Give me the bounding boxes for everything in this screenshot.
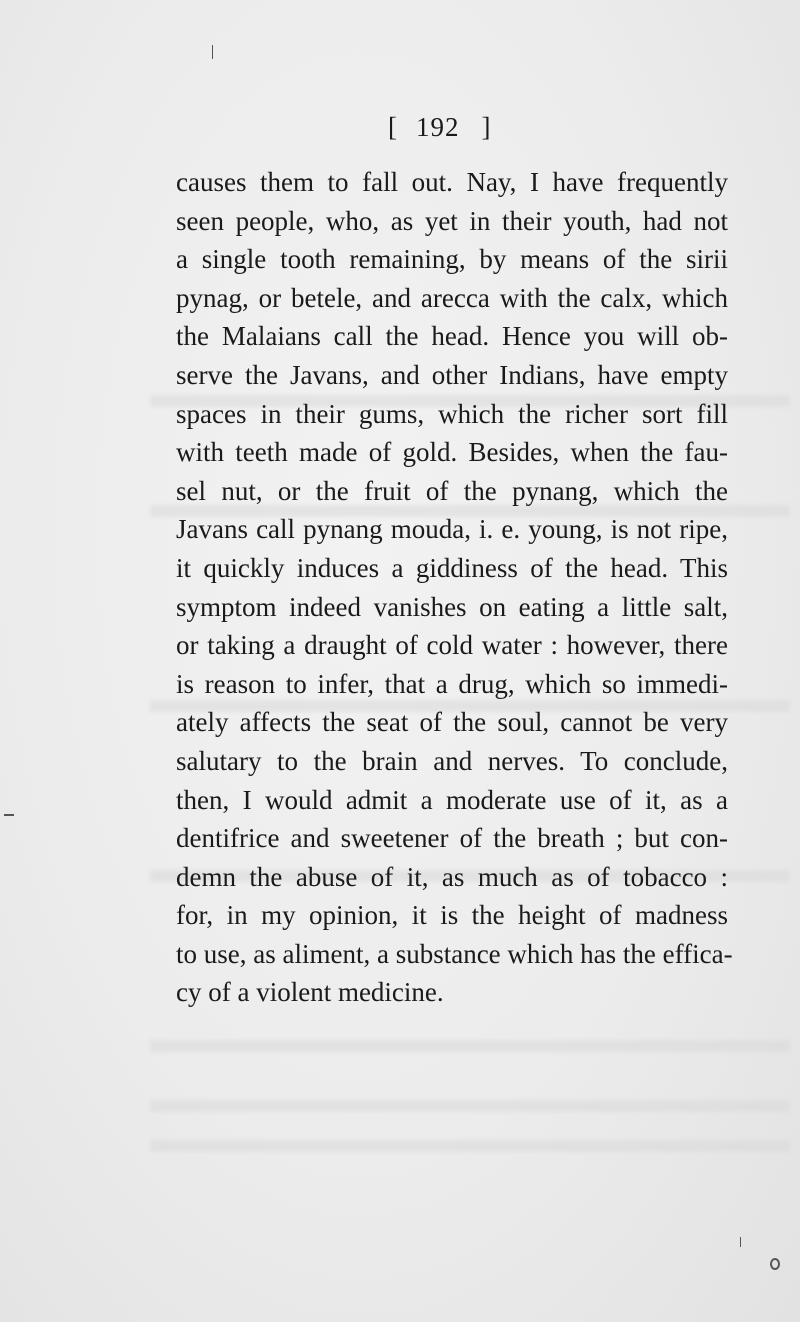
text-line: serve the Javans, and other Indians, have empty: [176, 359, 728, 390]
show-through: [150, 1040, 790, 1052]
text-line: demn the abuse of it, as much as of tobacco :: [176, 861, 728, 892]
page-header: [388, 112, 492, 143]
header-left-bracket: [: [388, 112, 398, 142]
text-line: or taking a draught of cold water : however, there: [176, 630, 728, 661]
text-line: salutary to the brain and nerves. To conclude,: [176, 745, 728, 776]
text-line: causes them to fall out. Nay, I have frequently: [176, 167, 728, 197]
text-line: it quickly induces a giddiness of the head. This: [176, 552, 728, 583]
text-line: to use, as aliment, a substance which has the effica-: [176, 938, 733, 969]
text-line: dentifrice and sweetener of the breath ; but con-: [176, 823, 728, 854]
body-text: [176, 163, 733, 1012]
text-line: seen people, who, as yet in their youth, had not: [176, 205, 728, 236]
text-line: spaces in their gums, which the richer sort fill: [176, 398, 728, 429]
paper-speck: [212, 45, 213, 59]
paper-speck: [4, 814, 14, 816]
paper-blemish: [770, 1258, 780, 1270]
header-right-bracket: ]: [481, 112, 492, 142]
text-line: a single tooth remaining, by means of the sirii: [176, 244, 728, 275]
text-line: is reason to infer, that a drug, which so immedi-: [176, 668, 728, 699]
text-line: cy of a violent medicine.: [176, 977, 444, 1008]
text-line: with teeth made of gold. Besides, when the fau-: [176, 437, 728, 468]
text-line: Javans call pynang mouda, i. e. young, is not ripe,: [176, 514, 728, 545]
text-line: then, I would admit a moderate use of it, as a: [176, 784, 728, 815]
page-number: 192: [416, 112, 460, 142]
text-line: sel nut, or the fruit of the pynang, which the: [176, 475, 728, 506]
paper-speck: [740, 1237, 741, 1247]
text-line: symptom indeed vanishes on eating a little salt,: [176, 591, 728, 622]
text-line: ately affects the seat of the soul, cannot be very: [176, 707, 728, 738]
show-through: [150, 1100, 790, 1112]
text-line: pynag, or betele, and arecca with the calx, which: [176, 282, 728, 313]
show-through: [150, 1140, 790, 1152]
text-line: the Malaians call the head. Hence you will ob-: [176, 321, 728, 352]
text-line: for, in my opinion, it is the height of madness: [176, 900, 728, 931]
